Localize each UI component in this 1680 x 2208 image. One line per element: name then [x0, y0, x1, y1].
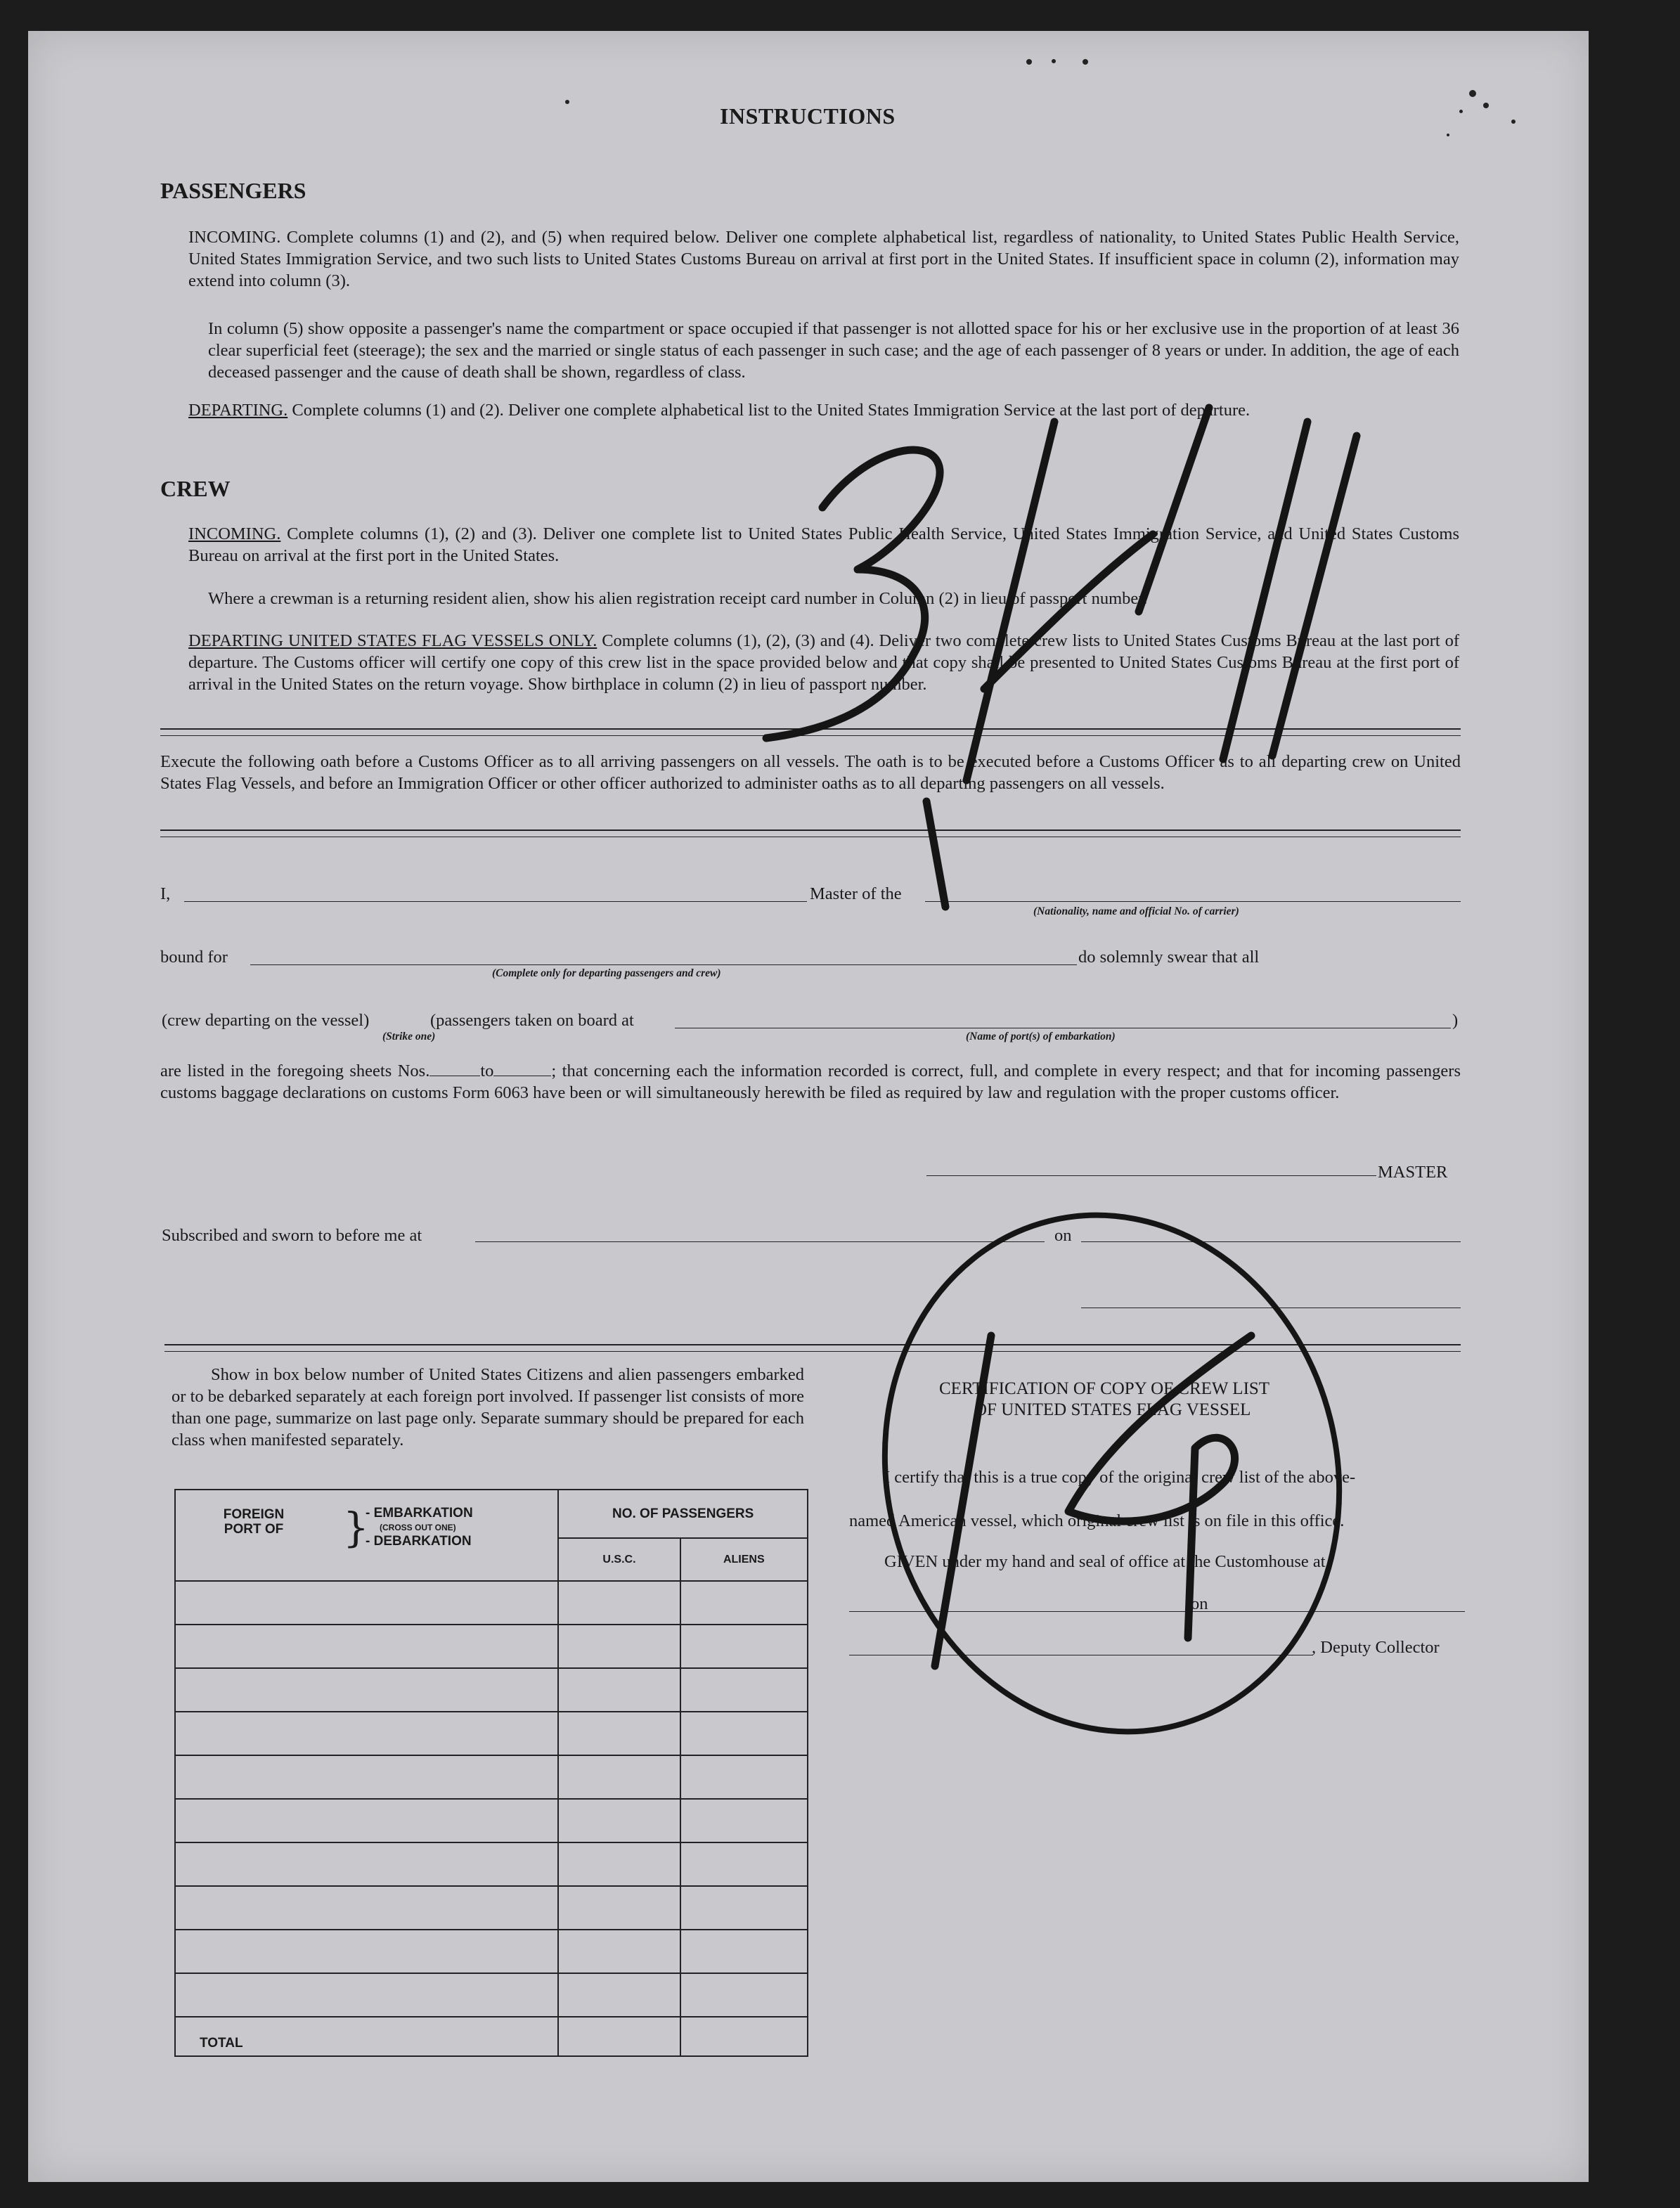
- aliens-cell[interactable]: [680, 1668, 808, 1712]
- passenger-summary-table: [174, 1489, 808, 2057]
- passengers-incoming-label: INCOMING.: [188, 228, 281, 247]
- port-cell[interactable]: [175, 1755, 558, 1799]
- brace-mark: }: [343, 1504, 369, 1551]
- crew-departing-paragraph: [188, 630, 1459, 695]
- port-cell[interactable]: [175, 1799, 558, 1842]
- ink-speck: [565, 100, 569, 104]
- bound-for-field[interactable]: [250, 964, 1077, 965]
- subscribed-label: Subscribed and sworn to before me at: [162, 1226, 422, 1245]
- usc-cell[interactable]: [558, 1668, 680, 1712]
- crew-departing-label: DEPARTING UNITED STATES FLAG VESSELS ONLY.: [188, 631, 597, 650]
- summary-instruction: Show in box below number of United States Citizens and alien passengers embarked or to be debarked separately at each foreign port involved. If passenger list consists of more than one page, summarize on last page only. Separate summary should be prepared for each class when manifested separately.: [172, 1365, 804, 1450]
- cross-out-label: (CROSS OUT ONE): [380, 1523, 456, 1532]
- total-label: TOTAL: [175, 2017, 558, 2056]
- usc-cell[interactable]: [558, 1842, 680, 1886]
- close-paren: ): [1452, 1011, 1459, 1030]
- certify-line-1: I certify that this is a true copy of the original crew list of the above-: [884, 1468, 1356, 1487]
- aliens-cell[interactable]: [680, 1755, 808, 1799]
- page-title: INSTRUCTIONS: [720, 103, 896, 129]
- passengers-heading: PASSENGERS: [160, 178, 306, 203]
- crew-incoming-label: INCOMING.: [188, 524, 281, 543]
- oath-intro-paragraph: Execute the following oath before a Customs Officer as to all arriving passengers on all vessels. The oath is to be executed before a Customs Officer as to all departing crew on United States Flag Vessels, and before an Immigration Officer or other officer authorized to administer oaths as to all departing passengers on all vessels.: [160, 752, 1461, 793]
- usc-cell[interactable]: [558, 1581, 680, 1625]
- given-text: GIVEN under my hand and seal of office at the Customhouse at: [884, 1552, 1326, 1571]
- foreign-port-header: [175, 1490, 558, 1581]
- passengers-incoming-paragraph: [188, 226, 1459, 292]
- foreign-port-label: FOREIGN PORT OF: [223, 1507, 285, 1537]
- passengers-incoming-text: Complete columns (1) and (2), and (5) when required below. Deliver one complete alphabetical list, regardless of nationality, to United States Public Health Service, United States Immigration Service, and two such lists to United States Customs Bureau on arrival at first port in the United States. If insufficient space in column (2), information may extend into column (3).: [188, 228, 1460, 290]
- certification-heading-2: OF UNITED STATES FLAG VESSEL: [974, 1400, 1251, 1419]
- usc-cell[interactable]: [558, 1755, 680, 1799]
- sheets-to-label: to: [480, 1061, 494, 1080]
- master-signature-field[interactable]: [926, 1175, 1376, 1176]
- deputy-collector-label: , Deputy Collector: [1312, 1638, 1440, 1657]
- ink-speck: [1026, 59, 1032, 65]
- crew-departing-label: (crew departing on the vessel): [162, 1011, 370, 1030]
- section-divider: [164, 1344, 1461, 1345]
- crew-heading: CREW: [160, 476, 231, 501]
- port-cell[interactable]: [175, 1930, 558, 1973]
- crew-departing-text: Complete columns (1), (2), (3) and (4). Deliver two complete crew lists to United States Customs Bureau at the last port of departure. The Customs officer will certify one copy of this crew list in the space provided below and that copy shall be presented to United States Customs Bureau at the first port of arrival in the United States on the return voyage. Show birthplace in column (2) in lieu of passport number.: [188, 631, 1460, 694]
- passengers-taken-label: (passengers taken on board at: [430, 1011, 634, 1030]
- section-divider: [160, 735, 1461, 736]
- master-name-field[interactable]: [184, 901, 807, 902]
- passengers-departing-text: Complete columns (1) and (2). Deliver one complete alphabetical list to the United States Immigration Service at the last port of departure.: [292, 401, 1251, 420]
- aliens-cell[interactable]: [680, 1581, 808, 1625]
- sworn-date-field[interactable]: [1081, 1241, 1461, 1242]
- sheets-label: are listed in the foregoing sheets Nos.: [160, 1061, 430, 1080]
- port-cell[interactable]: [175, 1581, 558, 1625]
- sworn-on-label: on: [1054, 1226, 1072, 1245]
- sheets-to-field[interactable]: [493, 1061, 551, 1076]
- nationality-caption: (Nationality, name and official No. of carrier): [1033, 905, 1239, 917]
- port-cell[interactable]: [175, 1668, 558, 1712]
- passengers-departing-paragraph: [188, 399, 1459, 421]
- aliens-cell[interactable]: [680, 1712, 808, 1755]
- certification-on-label: on: [1191, 1594, 1208, 1613]
- usc-cell[interactable]: [558, 1712, 680, 1755]
- usc-cell[interactable]: [558, 1930, 680, 1973]
- aliens-cell[interactable]: [680, 1886, 808, 1930]
- ink-speck: [1511, 120, 1516, 124]
- certify-line-2: named American vessel, which original crew list is on file in this office.: [849, 1511, 1345, 1530]
- ink-speck: [1459, 110, 1463, 113]
- usc-cell[interactable]: [558, 1799, 680, 1842]
- section-divider: [160, 829, 1461, 831]
- ink-speck: [1447, 134, 1449, 136]
- crew-alien-paragraph: Where a crewman is a returning resident alien, show his alien registration receipt card number in Column (2) in lieu of passport number.: [208, 589, 1148, 608]
- aliens-cell[interactable]: [680, 1799, 808, 1842]
- crew-incoming-paragraph: [188, 523, 1459, 567]
- section-divider: [164, 1351, 1461, 1352]
- master-of-label: Master of the: [810, 884, 902, 903]
- embarkation-label: - EMBARKATION: [366, 1506, 473, 1521]
- usc-header: U.S.C.: [558, 1538, 680, 1581]
- port-cell[interactable]: [175, 1842, 558, 1886]
- aliens-cell[interactable]: [680, 1842, 808, 1886]
- oath-i-label: I,: [160, 884, 171, 903]
- crew-incoming-text: Complete columns (1), (2) and (3). Deliver one complete list to United States Public Health Service, United States Immigration Service, and United States Customs Bureau on arrival at the first port in the United States.: [188, 524, 1459, 565]
- swear-label: do solemnly swear that all: [1078, 948, 1260, 967]
- aliens-total-cell[interactable]: [680, 2017, 808, 2056]
- usc-cell[interactable]: [558, 1973, 680, 2017]
- no-passengers-header: NO. OF PASSENGERS: [558, 1490, 808, 1538]
- port-cell[interactable]: [175, 1625, 558, 1668]
- master-signature-label: MASTER: [1378, 1163, 1448, 1182]
- passengers-departing-label: DEPARTING.: [188, 401, 288, 420]
- ink-speck: [1483, 103, 1489, 108]
- debarkation-label: - DEBARKATION: [366, 1534, 472, 1549]
- sworn-place-field[interactable]: [475, 1241, 1045, 1242]
- usc-cell[interactable]: [558, 1625, 680, 1668]
- aliens-cell[interactable]: [680, 1625, 808, 1668]
- port-cell[interactable]: [175, 1712, 558, 1755]
- section-divider: [160, 728, 1461, 730]
- aliens-cell[interactable]: [680, 1930, 808, 1973]
- aliens-cell[interactable]: [680, 1973, 808, 2017]
- ink-speck: [1052, 59, 1056, 63]
- aliens-header: ALIENS: [680, 1538, 808, 1581]
- usc-total-cell[interactable]: [558, 2017, 680, 2056]
- certification-date-field[interactable]: [1216, 1611, 1463, 1612]
- certification-heading-1: CERTIFICATION OF COPY OF CREW LIST: [939, 1379, 1270, 1398]
- port-cell[interactable]: [175, 1886, 558, 1930]
- ink-speck: [1083, 59, 1088, 65]
- port-cell[interactable]: [175, 1973, 558, 2017]
- passengers-column5-paragraph: In column (5) show opposite a passenger's name the compartment or space occupied if that passenger is not allotted space for his or her exclusive use in the proportion of at least 36 clear superficial feet (steerage); the sex and the married or single status of each passenger in such case; and the age of each passenger of 8 years or under. In addition, the age of each deceased passenger and the cause of death shall be shown, regardless of class.: [208, 319, 1459, 382]
- carrier-field[interactable]: [925, 901, 1461, 902]
- sheets-from-field[interactable]: [429, 1061, 480, 1076]
- ports-caption: (Name of port(s) of embarkation): [966, 1031, 1116, 1042]
- strike-one-caption: (Strike one): [382, 1031, 436, 1042]
- sheets-paragraph: [160, 1060, 1461, 1104]
- complete-only-caption: (Complete only for departing passengers and crew): [492, 967, 721, 979]
- ink-speck: [1469, 90, 1476, 97]
- sheets-text: ; that concerning each the information recorded is correct, full, and complete in every respect; and that for incoming passengers customs baggage declarations on customs Form 6063 have been or will simultaneously herewith be filed as required by law and regulation with the proper customs officer.: [160, 1061, 1461, 1102]
- usc-cell[interactable]: [558, 1886, 680, 1930]
- bound-for-label: bound for: [160, 948, 228, 967]
